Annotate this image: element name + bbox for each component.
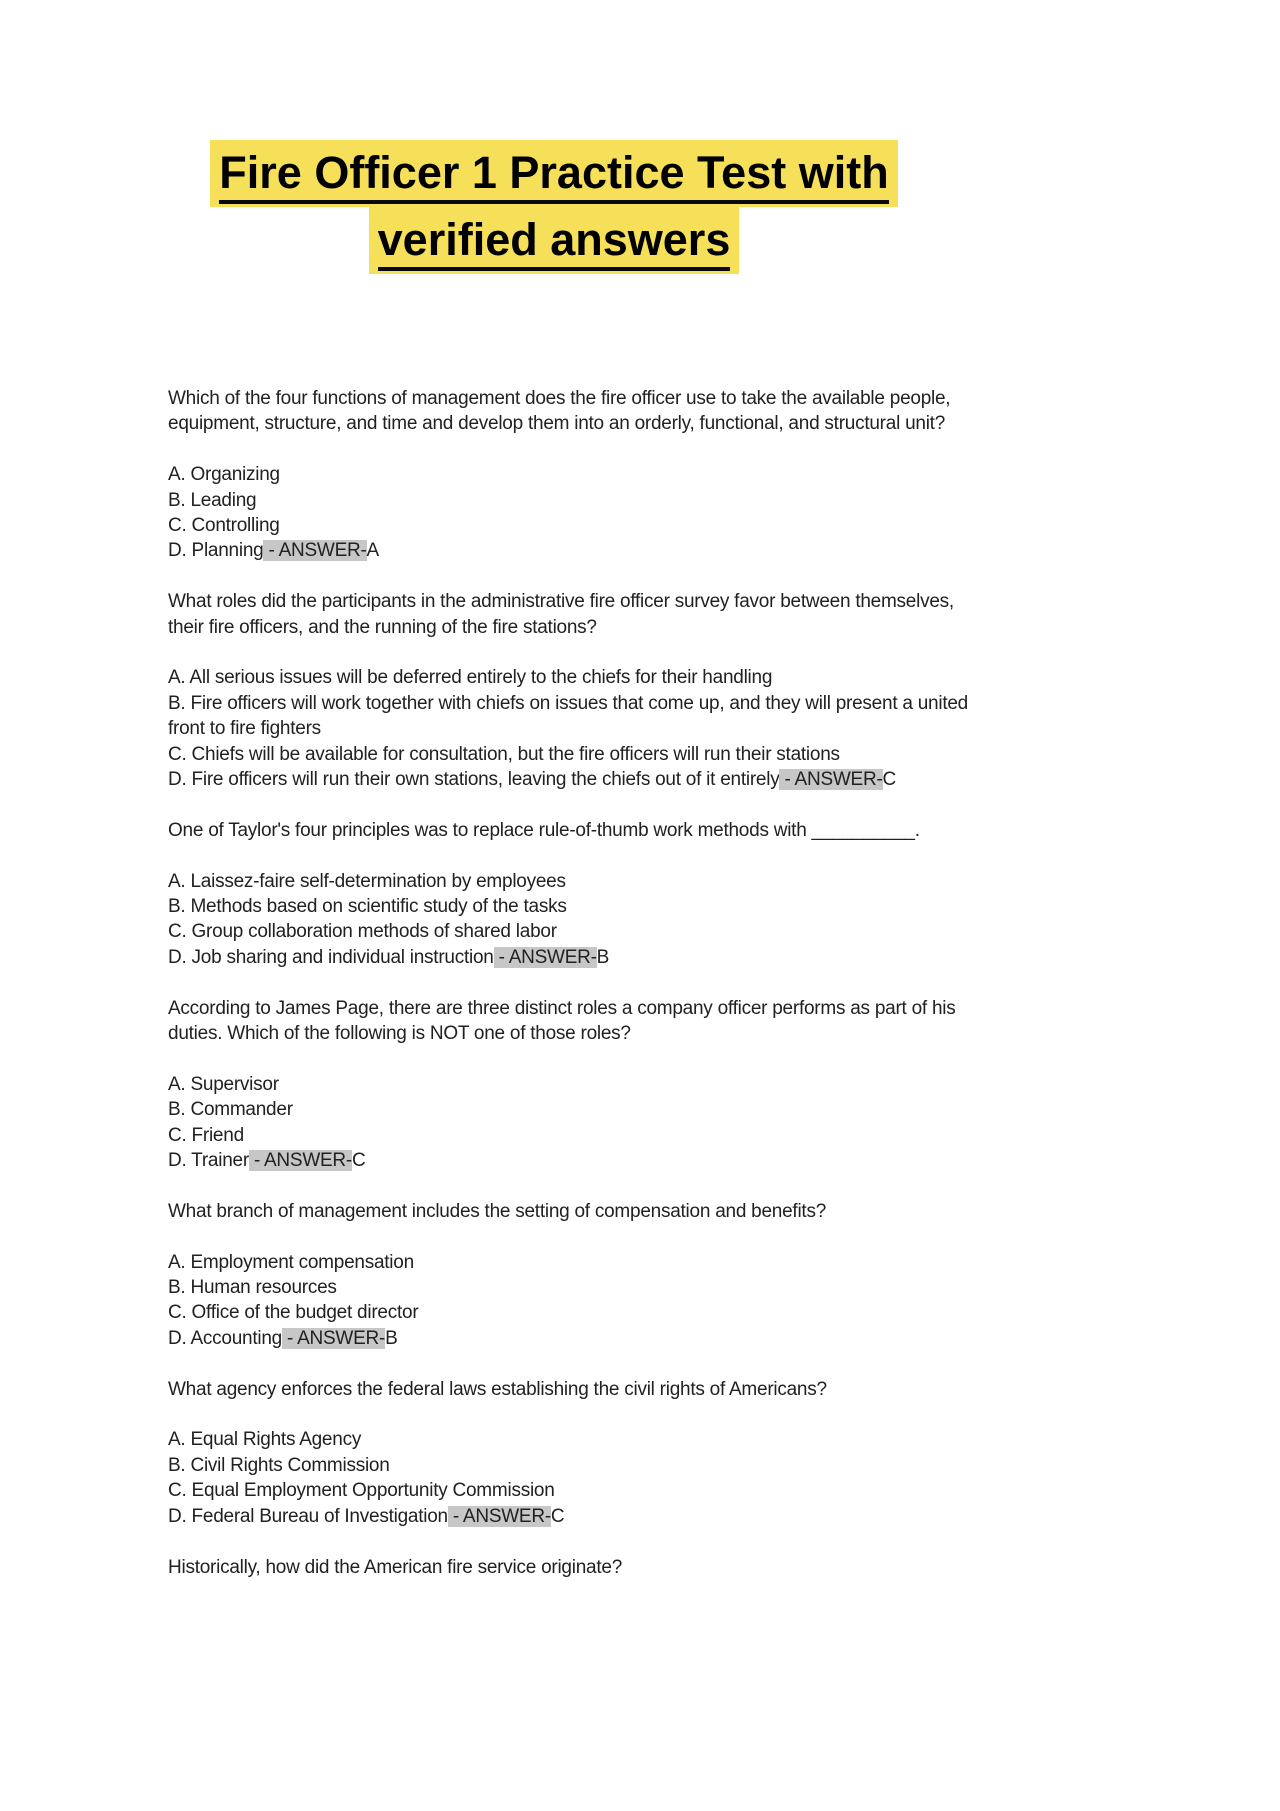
question-line: Which of the four functions of management does the fire officer use to take the available people, [168,388,951,409]
title-underline-1: Fire Officer 1 Practice Test with [219,147,888,204]
questions [168,386,1280,1580]
answer-letter: A [366,540,379,562]
option-line: B. Commander [168,1099,293,1121]
question-options [168,665,1280,792]
title-line-1 [168,140,940,207]
question-line: According to James Page, there are three distinct roles a company officer performs as part of his [168,997,956,1019]
option-line: C. Chiefs will be available for consultation, but the fire officers will run their stations [168,743,840,765]
question-block [168,589,1280,792]
question-block [168,1199,1280,1351]
question-line: One of Taylor's four principles was to replace rule-of-thumb work methods with __________. [168,819,920,841]
question-line: their fire officers, and the running of the fire stations? [168,616,597,638]
question-text [168,386,1280,437]
option-line: A. Supervisor [168,1073,279,1095]
answer-option-text: D. Trainer [168,1150,249,1172]
title-highlight-1 [210,140,897,207]
answer-letter: C [550,1505,565,1527]
question-line: duties. Which of the following is NOT one of those roles? [168,1023,631,1045]
option-line: C. Office of the budget director [168,1302,419,1324]
question-options [168,1250,1280,1352]
option-line: C. Friend [168,1124,244,1146]
question-text [168,996,1280,1047]
option-line: A. All serious issues will be deferred entirely to the chiefs for their handling [168,667,773,689]
question-line: Historically, how did the American fire service originate? [168,1556,623,1578]
answer-marker-highlight: - ANSWER- [248,1150,352,1172]
option-line: B. Leading [168,489,257,511]
question-block [168,1555,1280,1580]
option-line: C. Group collaboration methods of shared labor [168,921,557,943]
option-line: A. Organizing [168,464,280,486]
question-text [168,818,1280,843]
answer-option-text: D. Fire officers will run their own stations, leaving the chiefs out of it entirely [168,769,780,791]
question-options [168,1427,1280,1529]
option-line: B. Civil Rights Commission [168,1454,390,1476]
answer-marker-highlight: - ANSWER- [282,1327,386,1349]
answer-letter: C [351,1150,366,1172]
document-title [168,140,940,274]
option-line: C. Controlling [168,515,280,537]
question-block [168,818,1280,970]
question-line: What roles did the participants in the administrative fire officer survey favor between themselves, [168,591,954,613]
answer-marker-highlight: - ANSWER- [493,946,597,968]
answer-line [168,1148,1280,1173]
option-line: B. Fire officers will work together with chiefs on issues that come up, and they will present a united [168,692,968,714]
question-line: equipment, structure, and time and develop them into an orderly, functional, and structural unit? [168,413,946,435]
option-line: A. Employment compensation [168,1251,414,1273]
answer-option-text: D. Accounting [168,1327,282,1349]
answer-option-text: D. Federal Bureau of Investigation [168,1505,448,1527]
option-line: A. Laissez-faire self-determination by employees [168,870,566,892]
answer-line [168,1504,1280,1529]
title-highlight-2 [369,207,740,274]
answer-line [168,945,1280,970]
question-options [168,462,1280,564]
answer-marker-highlight: - ANSWER- [447,1505,551,1527]
answer-option-text: D. Job sharing and individual instruction [168,946,494,968]
question-block [168,386,1280,564]
question-options [168,869,1280,971]
answer-option-text: D. Planning [168,540,264,562]
question-text [168,589,1280,640]
question-line: What agency enforces the federal laws establishing the civil rights of Americans? [168,1378,827,1400]
answer-letter: B [596,946,610,968]
question-text [168,1555,1280,1580]
answer-letter: C [882,769,897,791]
answer-marker-highlight: - ANSWER- [779,769,883,791]
title-underline-2: verified answers [378,214,731,271]
question-text [168,1377,1280,1402]
answer-line [168,767,1280,792]
question-line: What branch of management includes the setting of compensation and benefits? [168,1200,827,1222]
option-line: B. Human resources [168,1277,337,1299]
question-options [168,1072,1280,1174]
answer-line [168,1326,1280,1351]
option-line: front to fire fighters [168,718,321,740]
answer-marker-highlight: - ANSWER- [263,540,367,562]
option-line: B. Methods based on scientific study of the tasks [168,896,567,918]
option-line: A. Equal Rights Agency [168,1429,362,1451]
answer-line [168,538,1280,563]
question-text [168,1199,1280,1224]
question-block [168,1377,1280,1529]
question-block [168,996,1280,1174]
title-line-2 [168,207,940,274]
option-line: C. Equal Employment Opportunity Commission [168,1480,555,1502]
answer-letter: B [385,1327,398,1349]
